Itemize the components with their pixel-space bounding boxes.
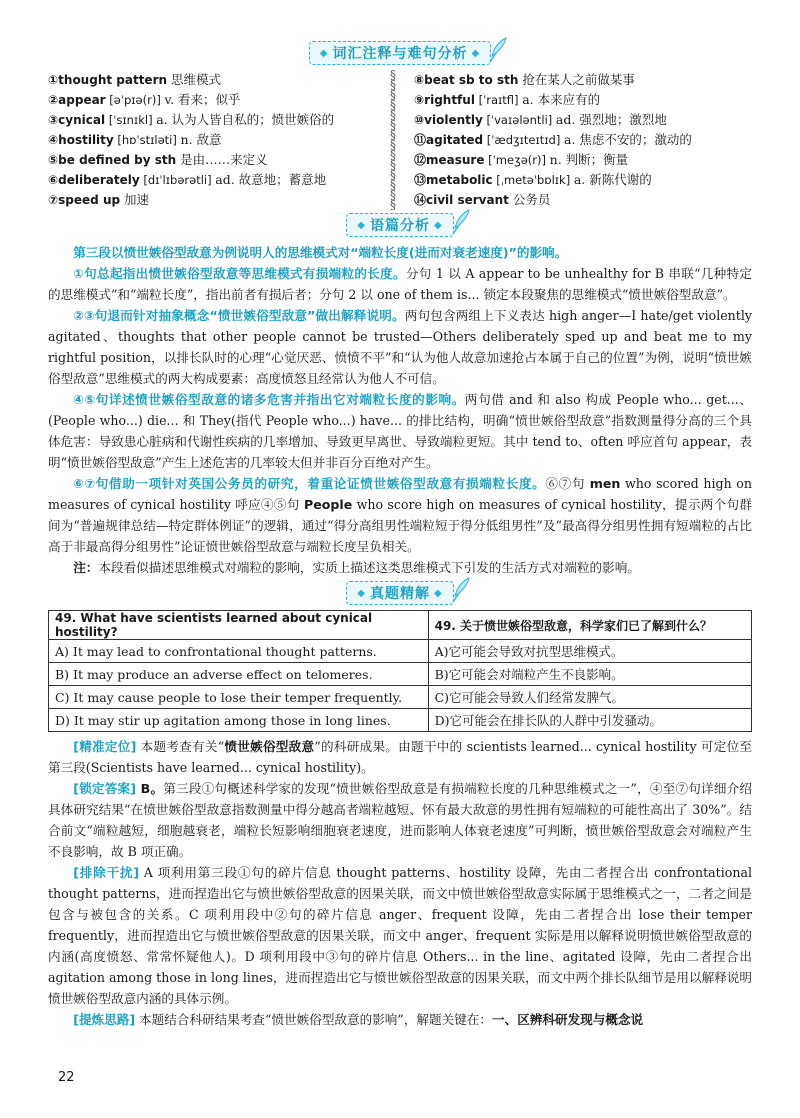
vocab-item: ⑥deliberately [dɪˈlɪbərətli] ad. 故意地；蓄意地 <box>48 172 327 187</box>
question-stem-en: 49. What have scientists learned about cynical hostility? <box>49 611 429 640</box>
section-banner-discourse <box>48 212 752 238</box>
option-en: B) It may produce an adverse effect on telomeres. <box>49 663 429 686</box>
vocab-item: ⑭civil servant 公务员 <box>414 192 551 207</box>
option-row <box>49 640 752 663</box>
section-banner-question <box>48 580 752 606</box>
analysis-refine: [提炼思路] 本题结合科研结果考查“愤世嫉俗型敌意的影响”，解题关键在：一、区辨科研发现与概念说 <box>73 1012 644 1027</box>
vocab-item: ⑬metabolic [ˌmetəˈbɒlɪk] a. 新陈代谢的 <box>414 172 652 187</box>
feather-icon <box>449 206 475 236</box>
discourse-analysis <box>48 242 752 578</box>
dot-icon: ◆ <box>357 219 366 231</box>
section-title: 语篇分析 <box>370 218 430 234</box>
discourse-note: 注：本段看似描述思维模式对端粒的影响，实质上描述这类思维模式下引发的生活方式对端粒的影响。 <box>73 560 640 575</box>
page-number: 22 <box>58 1070 75 1085</box>
vocab-column-right <box>400 70 752 210</box>
vocab-item: ①thought pattern 思维模式 <box>48 72 222 87</box>
option-zh: C)它可能会导致人们经常发脾气。 <box>428 686 751 709</box>
vocab-list <box>48 70 752 210</box>
section-title: 真题精解 <box>370 586 430 602</box>
feather-icon <box>486 34 512 64</box>
dot-icon: ◆ <box>357 587 366 599</box>
discourse-paragraph: ①句总起指出愤世嫉俗型敌意等思维模式有损端粒的长度。分句 1 以 A appear to be unhealthy for B 串联“几种特定的思维模式”和“端粒长度”，指出前者有损后者；分句 2 以 one of them is... 锁定本段聚焦的思维模式“愤世嫉俗型敌意”。 <box>48 266 752 302</box>
option-zh: B)它可能会对端粒产生不良影响。 <box>428 663 751 686</box>
vocab-column-left <box>48 70 386 210</box>
option-row <box>49 686 752 709</box>
question-stem-row <box>49 611 752 640</box>
option-en: D) It may stir up agitation among those in long lines. <box>49 709 429 732</box>
option-row <box>49 709 752 732</box>
vocab-item: ③cynical [ˈsɪnɪkl] a. 认为人皆自私的；愤世嫉俗的 <box>48 112 335 127</box>
question-analysis <box>48 736 752 1030</box>
dot-icon: ◆ <box>434 219 443 231</box>
discourse-paragraph: ②③句退而针对抽象概念“愤世嫉俗型敌意”做出解释说明。两句包含两组上下义表达 high anger—I hate/get violently agitated、thoughts that other people cannot be trusted—Others deliberately sped up and beat me to my rightful position，以排长队时的心理“心觉厌恶、愤愤不平”和“认为他人故意加速抢占本属于自己的位置”为例，说明“愤世嫉俗型敌意”思维模式的两大构成要素：高度愤怒且经常认为他人不可信。 <box>48 308 752 386</box>
analysis-answer: [锁定答案] B。第三段①句概述科学家的发现“愤世嫉俗型敌意是有损端粒长度的几种思维模式之一”，④至⑦句详细介绍具体研究结果“在愤世嫉俗型敌意指数测量中得分越高者端粒越短、怀有最大敌意的男性拥有短端粒的可能性高出了 30%”。结合前文“端粒越短，细胞越衰老，端粒长短影响细胞衰老速度，进而影响人体衰老速度”可判断，愤世嫉俗型敌意会对端粒产生不良影响，故 B 项正确。 <box>48 781 753 859</box>
option-row <box>49 663 752 686</box>
discourse-paragraph: ⑥⑦句借助一项针对英国公务员的研究，着重论证愤世嫉俗型敌意有损端粒长度。⑥⑦句 men who scored high on measures of cynical hostility 呼应④⑤句 People who score high on measures of cynical hostility，提示两个句群间为“普遍规律总结—特定群体例证”的逻辑，通过“得分高组男性端粒短于得分低组男性”及“最高得分组男性拥有短端粒的占比高于非最高得分组男性”论证愤世嫉俗型敌意与端粒长度呈负相关。 <box>48 476 753 554</box>
vocab-item: ⑪agitated [ˈædʒɪteɪtɪd] a. 焦虑不安的；激动的 <box>414 132 692 147</box>
dot-icon: ◆ <box>471 47 481 59</box>
vocab-item: ⑦speed up 加速 <box>48 192 150 207</box>
vocab-item: ⑧beat sb to sth 抢在某人之前做某事 <box>414 72 635 87</box>
analysis-locate: [精准定位] 本题考查有关“愤世嫉俗型敌意”的科研成果。由题干中的 scientists learned... cynical hostility 可定位至第三段(Scientists have learned... cynical hostility)。 <box>48 739 753 775</box>
question-table <box>48 610 752 732</box>
vocab-item: ②appear [əˈpɪə(r)] v. 看来；似乎 <box>48 92 241 107</box>
vocab-item: ⑨rightful [ˈraɪtfl] a. 本来应有的 <box>414 92 601 107</box>
vocab-item: ⑩violently [ˈvaɪələntli] ad. 强烈地；激烈地 <box>414 112 667 127</box>
section-banner-vocab <box>48 40 752 66</box>
analysis-distract: [排除干扰] A 项利用第三段①句的碎片信息 thought patterns、hostility 设障，先由二者捏合出 confrontational thought patterns，进而捏造出它与愤世嫉俗型敌意的因果关联，而文中愤世嫉俗型敌意实际属于思维模式之一，二者之间是包含与被包含的关系。C 项利用段中②句的碎片信息 anger、frequent 设障，先由二者捏合出 lose their temper frequently，进而捏造出它与愤世嫉俗型敌意的因果关联，而文中 anger、frequent 实际是用以解释说明愤世嫉俗型敌意的内涵(高度愤怒、常常怀疑他人)。D 项利用段中③句的碎片信息 Others... in the line、agitated 设障，先由二者捏合出 agitation among those in long lines，进而捏造出它与愤世嫉俗型敌意的因果关联，而文中两个排长队细节是用以解释说明愤世嫉俗型敌意内涵的具体示例。 <box>48 865 752 1006</box>
option-en: C) It may cause people to lose their temper frequently. <box>49 686 429 709</box>
option-zh: A)它可能会导致对抗型思维模式。 <box>428 640 751 663</box>
vocab-item: ⑤be defined by sth 是由……来定义 <box>48 152 268 167</box>
option-zh: D)它可能会在排长队的人群中引发骚动。 <box>428 709 751 732</box>
vocab-divider: § § § § § § § § § § § § § § <box>390 68 396 212</box>
discourse-intro: 第三段以愤世嫉俗型敌意为例说明人的思维模式对“端粒长度(进而对衰老速度)”的影响。 <box>73 245 568 260</box>
vocab-item: ⑫measure [ˈmeʒə(r)] n. 判断；衡量 <box>414 152 629 167</box>
vocab-item: ④hostility [hɒˈstɪləti] n. 敌意 <box>48 132 222 147</box>
dot-icon: ◆ <box>319 47 329 59</box>
question-stem-zh: 49. 关于愤世嫉俗型敌意，科学家们已了解到什么？ <box>428 611 751 640</box>
discourse-paragraph: ④⑤句详述愤世嫉俗型敌意的诸多危害并指出它对端粒长度的影响。两句借 and 和 also 构成 People who... get...、(People who...) die... 和 They(指代 People who...) have... 的排比结构，明确“愤世嫉俗型敌意”指数测量得分高的三个具体危害：导致患心脏病和代谢性疾病的几率增加、导致更早离世、导致端粒更短。其中 tend to、often 呼应首句 appear，表明“愤世嫉俗型敌意”产生上述危害的几率较大但并非百分百绝对产生。 <box>48 392 752 470</box>
section-title: 词汇注释与难句分析 <box>332 46 468 62</box>
dot-icon: ◆ <box>434 587 443 599</box>
feather-icon <box>449 574 475 604</box>
option-en: A) It may lead to confrontational thought patterns. <box>49 640 429 663</box>
